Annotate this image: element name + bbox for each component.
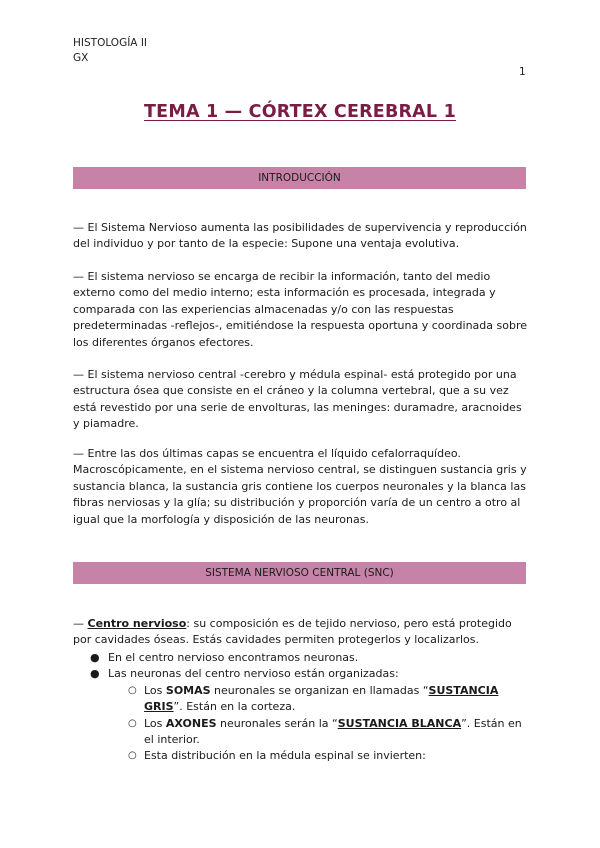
intro-paragraph-4: — Entre las dos últimas capas se encuentra el líquido cefalorraquídeo. Macroscópicamente, en el sistema nervioso central, se distinguen sustancia gris y sustancia blanca, la sustancia gris contiene los cuerpos neuronales y la blanca las fibras nerviosas y la glía; su distribución y proporción varía de un centro a otro al igual que la morfología y disposición de las neuronas. bbox=[73, 447, 527, 526]
text: ”. Están en la corteza. bbox=[173, 700, 296, 714]
section-band-introduccion: INTRODUCCIÓN bbox=[73, 167, 526, 189]
subject-label: HISTOLOGÍA II bbox=[73, 37, 148, 49]
intro-paragraph-1: — El Sistema Nervioso aumenta las posibilidades de supervivencia y reproducción del individuo y por tanto de la especie: Supone una ventaja evolutiva. bbox=[73, 221, 527, 251]
somas-term: SOMAS bbox=[165, 683, 211, 697]
centro-nervioso-text: : su composición es de tejido nervioso, pero está protegido por cavidades óseas. Estás cavidades permiten protegerlos y localizarlos. bbox=[73, 617, 512, 647]
centro-nervioso-term: Centro nervioso bbox=[87, 617, 187, 630]
sub-list-item bbox=[73, 683, 528, 716]
intro-paragraph-2: — El sistema nervioso se encarga de recibir la información, tanto del medio externo como del medio interno; esta información es procesada, integrada y comparada con las experiencias almacenadas y/o con las respuestas predeterminadas -reflejos-, emitiéndose la respuesta oportuna y coordinada sobre los diferentes órganos efectores. bbox=[73, 270, 528, 349]
sustancia-gris-term: SUSTANCIA GRIS bbox=[144, 683, 499, 714]
hollow-bullet-icon: ○ bbox=[128, 717, 137, 729]
list-item bbox=[73, 666, 528, 682]
intro-paragraph-3: — El sistema nervioso central -cerebro y médula espinal- está protegido por una estructura ósea que consiste en el cráneo y la columna vertebral, que a su vez está revestido por una serie de envolturas, las meninges: duramadre, aracnoides y piamadre. bbox=[73, 368, 522, 431]
list-item bbox=[73, 650, 528, 666]
text: neuronales serán la “ bbox=[216, 716, 338, 730]
hollow-bullet-icon: ○ bbox=[128, 684, 137, 696]
sustancia-blanca-term: SUSTANCIA BLANCA bbox=[337, 716, 462, 730]
document-header bbox=[73, 36, 147, 66]
text: neuronales se organizan en llamadas “ bbox=[210, 683, 429, 697]
bullet-icon: ● bbox=[90, 651, 100, 664]
dash: — bbox=[73, 617, 88, 630]
text: Los bbox=[144, 683, 166, 697]
text: Los bbox=[144, 716, 166, 730]
sub-list-item bbox=[73, 748, 528, 764]
group-label: GX bbox=[73, 52, 89, 64]
list-item-text: Las neuronas del centro nervioso están organizadas: bbox=[108, 667, 399, 681]
centro-nervioso-paragraph bbox=[73, 616, 528, 649]
sub-list-item bbox=[73, 716, 528, 749]
hollow-bullet-icon: ○ bbox=[128, 750, 137, 762]
axones-term: AXONES bbox=[165, 716, 217, 730]
page-title: TEMA 1 — CÓRTEX CEREBRAL 1 bbox=[144, 102, 456, 122]
bullet-icon: ● bbox=[90, 667, 100, 681]
page-number: 1 bbox=[519, 66, 526, 78]
list-item-text: En el centro nervioso encontramos neuronas. bbox=[108, 651, 359, 664]
snc-bullet-list bbox=[73, 650, 528, 765]
list-item-text: Esta distribución en la médula espinal se invierten: bbox=[144, 749, 426, 763]
section-band-snc: SISTEMA NERVIOSO CENTRAL (SNC) bbox=[73, 562, 526, 584]
text: ”. Están en el interior. bbox=[144, 716, 522, 747]
